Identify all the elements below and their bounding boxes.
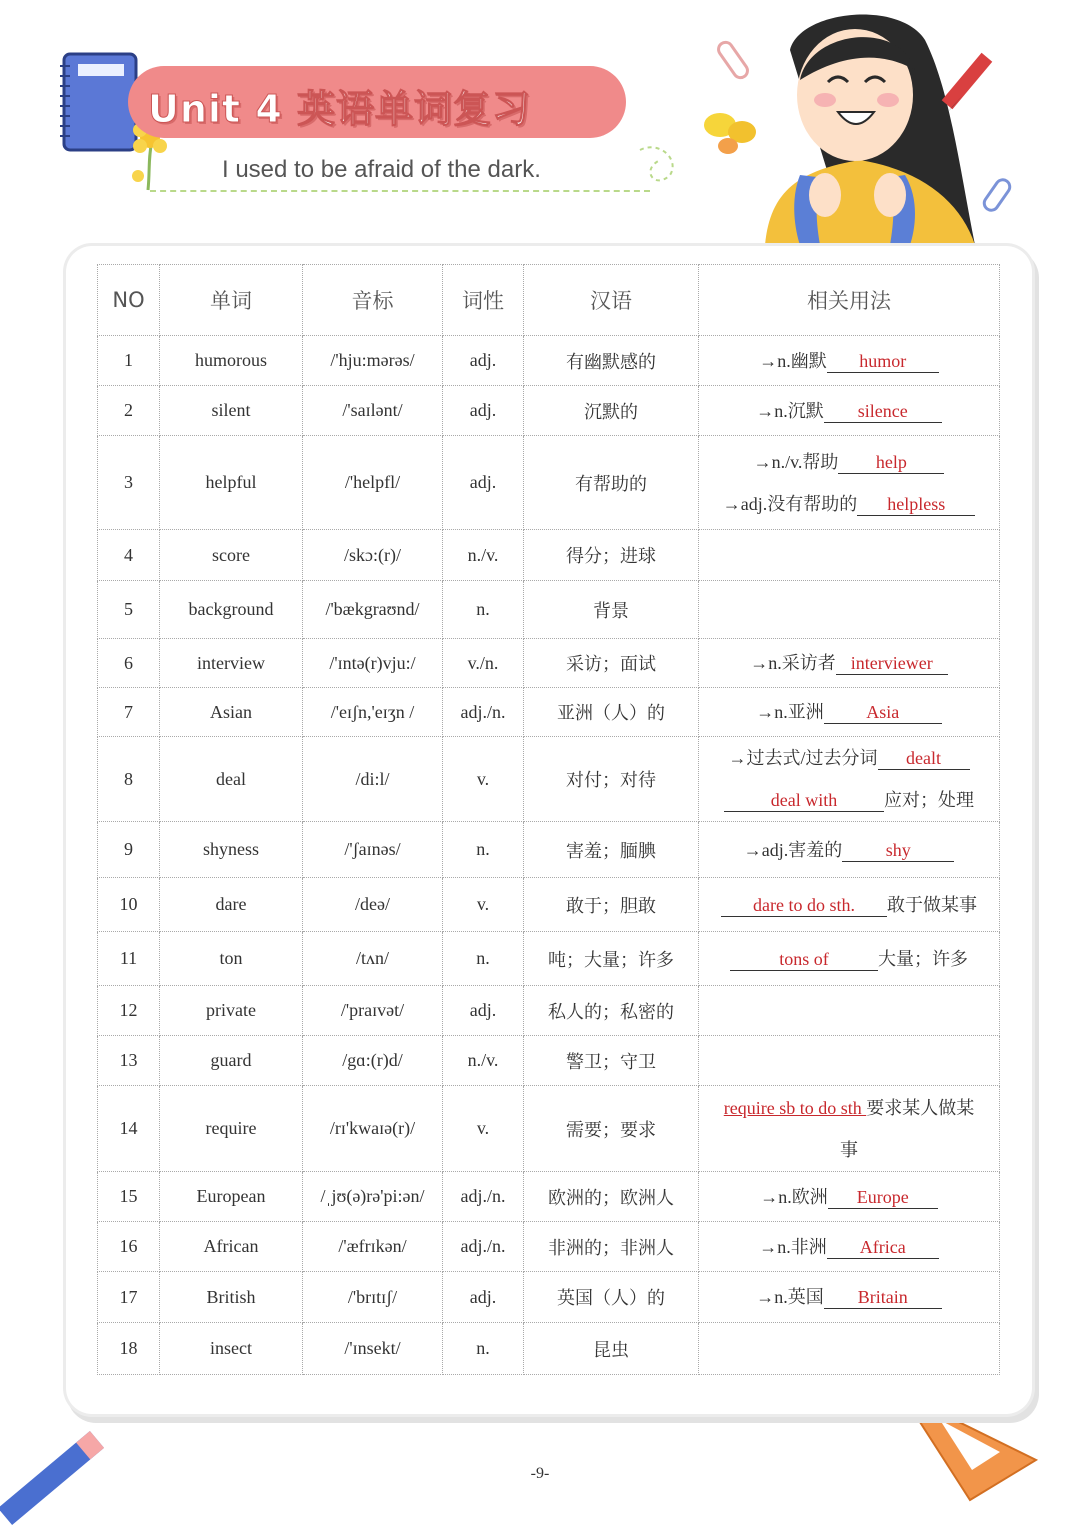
related-usage xyxy=(699,386,1000,436)
vocab-word: ton xyxy=(160,932,303,986)
part-of-speech: adj. xyxy=(443,1272,524,1323)
girl-illustration xyxy=(765,15,975,245)
related-usage xyxy=(699,878,1000,932)
usage-suffix: 敢于做某事 xyxy=(887,894,977,915)
usage-prompt: →n./v.帮助 xyxy=(753,451,839,472)
usage-prompt: 事 xyxy=(840,1139,858,1160)
vocab-word: silent xyxy=(160,386,303,436)
usage-prompt: →adj.害羞的 xyxy=(743,839,843,860)
chinese-meaning: 英国（人）的 xyxy=(524,1272,699,1323)
phonetic: /'æfrɪkən/ xyxy=(303,1222,443,1272)
usage-line xyxy=(703,1226,995,1268)
vocab-word: background xyxy=(160,581,303,639)
row-number: 17 xyxy=(98,1272,160,1323)
chinese-meaning: 亚洲（人）的 xyxy=(524,688,699,737)
vocabulary-table xyxy=(97,264,1000,1375)
row-number: 7 xyxy=(98,688,160,737)
phonetic: /'brɪtɪʃ/ xyxy=(303,1272,443,1323)
row-number: 6 xyxy=(98,639,160,688)
table-row xyxy=(98,336,1000,386)
table-row xyxy=(98,737,1000,822)
related-usage xyxy=(699,737,1000,822)
usage-suffix: 要求某人做某 xyxy=(866,1097,975,1118)
part-of-speech: n. xyxy=(443,1323,524,1375)
related-usage xyxy=(699,530,1000,581)
vocab-word: require xyxy=(160,1086,303,1172)
usage-line xyxy=(703,737,995,779)
row-number: 2 xyxy=(98,386,160,436)
usage-answer: shy xyxy=(842,839,954,862)
table-body xyxy=(98,336,1000,1375)
row-number: 13 xyxy=(98,1036,160,1086)
chinese-meaning: 吨；大量；许多 xyxy=(524,932,699,986)
unit-subtitle: I used to be afraid of the dark. xyxy=(222,156,541,183)
vocab-word: insect xyxy=(160,1323,303,1375)
part-of-speech: adj./n. xyxy=(443,688,524,737)
usage-answer: tons of xyxy=(730,948,878,971)
usage-line xyxy=(703,884,995,926)
butterfly-icon xyxy=(704,113,756,154)
related-usage xyxy=(699,1172,1000,1222)
part-of-speech: n./v. xyxy=(443,1036,524,1086)
row-number: 15 xyxy=(98,1172,160,1222)
usage-prompt: →n.亚洲 xyxy=(756,702,824,722)
table-row xyxy=(98,688,1000,737)
chinese-meaning: 欧洲的；欧洲人 xyxy=(524,1172,699,1222)
part-of-speech: adj. xyxy=(443,336,524,386)
part-of-speech: v. xyxy=(443,878,524,932)
vocab-word: dare xyxy=(160,878,303,932)
chinese-meaning: 有幽默感的 xyxy=(524,336,699,386)
usage-answer: Africa xyxy=(827,1236,939,1259)
phonetic: /rɪ'kwaɪə(r)/ xyxy=(303,1086,443,1172)
row-number: 4 xyxy=(98,530,160,581)
usage-line xyxy=(703,642,995,684)
usage-line xyxy=(703,779,995,821)
usage-answer: dare to do sth. xyxy=(721,894,887,917)
paperclip-icon xyxy=(982,177,1013,213)
chinese-meaning: 背景 xyxy=(524,581,699,639)
phonetic: /ˌjʊ(ə)rə'pi:ən/ xyxy=(303,1172,443,1222)
part-of-speech: n. xyxy=(443,822,524,878)
related-usage xyxy=(699,436,1000,530)
usage-answer: silence xyxy=(824,400,942,423)
table-row xyxy=(98,1323,1000,1375)
column-header: NO xyxy=(98,265,160,336)
chinese-meaning: 非洲的；非洲人 xyxy=(524,1222,699,1272)
table-row xyxy=(98,822,1000,878)
usage-suffix: 大量；许多 xyxy=(878,948,968,969)
phonetic: /tʌn/ xyxy=(303,932,443,986)
page-number: -9- xyxy=(530,1465,550,1482)
usage-prompt: →n.非洲 xyxy=(759,1236,827,1257)
usage-prompt: →n.幽默 xyxy=(759,350,827,371)
vocab-word: British xyxy=(160,1272,303,1323)
part-of-speech: n. xyxy=(443,581,524,639)
table-row xyxy=(98,639,1000,688)
table-row xyxy=(98,386,1000,436)
row-number: 14 xyxy=(98,1086,160,1172)
row-number: 8 xyxy=(98,737,160,822)
usage-suffix: 应对；处理 xyxy=(884,790,974,810)
usage-answer: Britain xyxy=(824,1286,942,1309)
page-title: Unit 4 英语单词复习 xyxy=(148,87,531,131)
related-usage xyxy=(699,1086,1000,1172)
related-usage xyxy=(699,932,1000,986)
chinese-meaning: 有帮助的 xyxy=(524,436,699,530)
table-row xyxy=(98,1086,1000,1172)
usage-line xyxy=(703,1276,995,1318)
paperclip-icon xyxy=(716,40,750,81)
dashed-divider xyxy=(150,190,650,192)
vocab-word: shyness xyxy=(160,822,303,878)
related-usage xyxy=(699,1036,1000,1086)
row-number: 3 xyxy=(98,436,160,530)
usage-answer: Asia xyxy=(824,701,942,724)
usage-answer: help xyxy=(838,451,944,474)
usage-line xyxy=(703,390,995,432)
usage-line xyxy=(703,938,995,980)
chinese-meaning: 私人的；私密的 xyxy=(524,986,699,1036)
table-row xyxy=(98,581,1000,639)
usage-answer: require sb to do sth xyxy=(723,1097,867,1118)
column-header: 汉语 xyxy=(524,265,699,336)
related-usage xyxy=(699,581,1000,639)
chinese-meaning: 采访；面试 xyxy=(524,639,699,688)
row-number: 1 xyxy=(98,336,160,386)
usage-line xyxy=(703,829,995,871)
vocab-word: score xyxy=(160,530,303,581)
part-of-speech: adj. xyxy=(443,386,524,436)
phonetic: /'bækgraʊnd/ xyxy=(303,581,443,639)
part-of-speech: n./v. xyxy=(443,530,524,581)
related-usage xyxy=(699,639,1000,688)
row-number: 9 xyxy=(98,822,160,878)
usage-answer: dealt xyxy=(878,747,970,770)
phonetic: /'helpfl/ xyxy=(303,436,443,530)
part-of-speech: adj. xyxy=(443,986,524,1036)
phonetic: /'ɪntə(r)vju:/ xyxy=(303,639,443,688)
part-of-speech: v. xyxy=(443,1086,524,1172)
chinese-meaning: 得分；进球 xyxy=(524,530,699,581)
vocab-word: European xyxy=(160,1172,303,1222)
table-row xyxy=(98,932,1000,986)
related-usage xyxy=(699,822,1000,878)
vocab-word: deal xyxy=(160,737,303,822)
vocab-word: guard xyxy=(160,1036,303,1086)
chinese-meaning: 害羞；腼腆 xyxy=(524,822,699,878)
usage-line xyxy=(703,1176,995,1218)
usage-line xyxy=(703,691,995,733)
phonetic: /deə/ xyxy=(303,878,443,932)
usage-answer: humor xyxy=(827,350,939,373)
table-row xyxy=(98,878,1000,932)
red-pencil-icon xyxy=(942,53,993,112)
usage-line xyxy=(703,340,995,382)
table-row xyxy=(98,1272,1000,1323)
column-header: 单词 xyxy=(160,265,303,336)
part-of-speech: n. xyxy=(443,932,524,986)
row-number: 5 xyxy=(98,581,160,639)
usage-prompt: →过去式/过去分词 xyxy=(728,748,878,768)
blue-pencil-icon xyxy=(0,1402,145,1525)
table-header-row xyxy=(98,265,1000,336)
chinese-meaning: 需要；要求 xyxy=(524,1086,699,1172)
phonetic: /'praɪvət/ xyxy=(303,986,443,1036)
usage-prompt: →n.沉默 xyxy=(756,400,824,421)
part-of-speech: v. xyxy=(443,737,524,822)
related-usage xyxy=(699,1222,1000,1272)
related-usage xyxy=(699,1272,1000,1323)
related-usage xyxy=(699,688,1000,737)
chinese-meaning: 对付；对待 xyxy=(524,737,699,822)
table-row xyxy=(98,530,1000,581)
vocab-word: Asian xyxy=(160,688,303,737)
usage-answer: deal with xyxy=(724,789,884,812)
related-usage xyxy=(699,336,1000,386)
table-row xyxy=(98,436,1000,530)
table-row xyxy=(98,1222,1000,1272)
phonetic: /'ɪnsekt/ xyxy=(303,1323,443,1375)
related-usage xyxy=(699,986,1000,1036)
row-number: 11 xyxy=(98,932,160,986)
chinese-meaning: 昆虫 xyxy=(524,1323,699,1375)
related-usage xyxy=(699,1323,1000,1375)
usage-answer: helpless xyxy=(857,493,975,516)
column-header: 相关用法 xyxy=(699,265,1000,336)
chinese-meaning: 沉默的 xyxy=(524,386,699,436)
part-of-speech: adj. xyxy=(443,436,524,530)
usage-answer: Europe xyxy=(828,1186,938,1209)
phonetic: /skɔ:(r)/ xyxy=(303,530,443,581)
vocab-word: interview xyxy=(160,639,303,688)
row-number: 18 xyxy=(98,1323,160,1375)
part-of-speech: v./n. xyxy=(443,639,524,688)
phonetic: /'ʃaɪnəs/ xyxy=(303,822,443,878)
usage-line xyxy=(703,1129,995,1171)
vocab-word: humorous xyxy=(160,336,303,386)
vocab-word: helpful xyxy=(160,436,303,530)
vocab-word: African xyxy=(160,1222,303,1272)
usage-prompt: →n.英国 xyxy=(756,1287,824,1307)
table-row xyxy=(98,986,1000,1036)
column-header: 音标 xyxy=(303,265,443,336)
usage-line xyxy=(703,483,995,525)
chinese-meaning: 警卫；守卫 xyxy=(524,1036,699,1086)
usage-prompt: →adj.没有帮助的 xyxy=(722,493,858,514)
usage-answer: interviewer xyxy=(836,652,948,675)
usage-prompt: →n.采访者 xyxy=(750,653,836,673)
row-number: 12 xyxy=(98,986,160,1036)
table-row xyxy=(98,1036,1000,1086)
usage-line xyxy=(703,1087,995,1129)
notebook-icon xyxy=(60,54,136,150)
column-header: 词性 xyxy=(443,265,524,336)
part-of-speech: adj./n. xyxy=(443,1222,524,1272)
row-number: 16 xyxy=(98,1222,160,1272)
usage-prompt: →n.欧洲 xyxy=(760,1186,828,1207)
table-row xyxy=(98,1172,1000,1222)
part-of-speech: adj./n. xyxy=(443,1172,524,1222)
phonetic: /'eɪʃn,'eɪʒn / xyxy=(303,688,443,737)
phonetic: /'hju:mərəs/ xyxy=(303,336,443,386)
vocab-word: private xyxy=(160,986,303,1036)
chinese-meaning: 敢于；胆敢 xyxy=(524,878,699,932)
row-number: 10 xyxy=(98,878,160,932)
phonetic: /di:l/ xyxy=(303,737,443,822)
phonetic: /'saɪlənt/ xyxy=(303,386,443,436)
phonetic: /gɑ:(r)d/ xyxy=(303,1036,443,1086)
usage-line xyxy=(703,441,995,483)
